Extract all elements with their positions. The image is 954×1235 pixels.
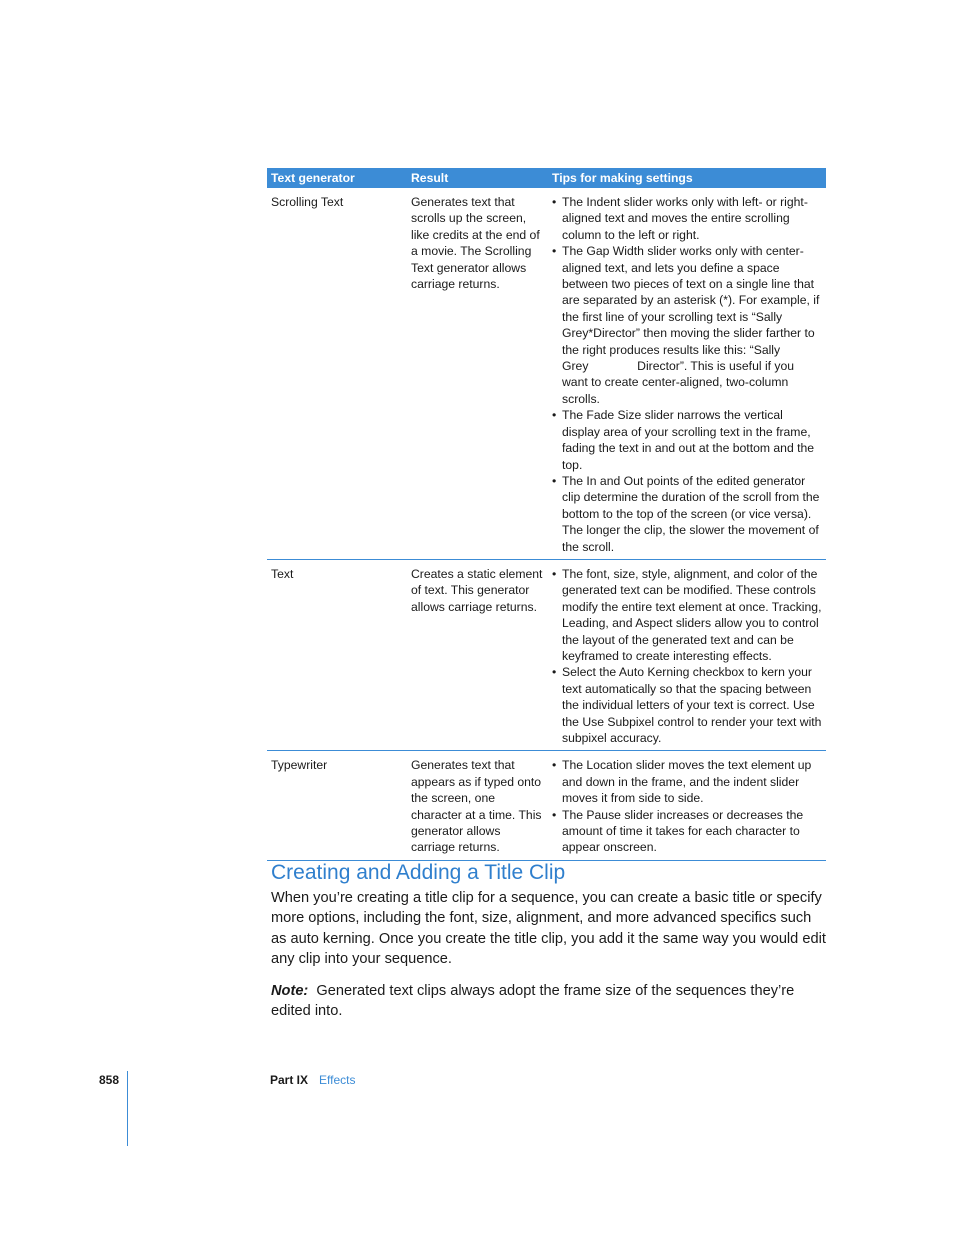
note-text: Generated text clips always adopt the frame size of the sequences they’re edited into. bbox=[271, 983, 795, 1020]
text-generator-table bbox=[267, 168, 826, 861]
generator-tips bbox=[548, 751, 826, 860]
table-row bbox=[267, 751, 826, 860]
tip-item: • Select the Auto Kerning checkbox to kern your text automatically so that the spacing between the individual letters of your text is correct. Use the Use Subpixel control to render your text with subpixel accuracy. bbox=[548, 664, 822, 746]
generator-result: Generates text that scrolls up the screen, like credits at the end of a movie. The Scrolling Text generator allows carriage returns. bbox=[407, 188, 548, 559]
generator-name: Scrolling Text bbox=[267, 188, 407, 559]
page-number: 858 bbox=[98, 1073, 119, 1087]
generator-name: Typewriter bbox=[267, 751, 407, 860]
tip-item: • The Location slider moves the text element up and down in the frame, and the indent slider moves it from side to side. bbox=[548, 757, 822, 806]
generator-name: Text bbox=[267, 559, 407, 750]
footer-section-link[interactable]: Effects bbox=[319, 1073, 356, 1087]
tip-item: • The font, size, style, alignment, and color of the generated text can be modified. These controls modify the entire text element at once. Tracking, Leading, and Aspect sliders allow you to control the layout of the generated text and can be keyframed to create interesting effects. bbox=[548, 566, 822, 664]
generator-result: Creates a static element of text. This generator allows carriage returns. bbox=[407, 559, 548, 750]
table-row bbox=[267, 559, 826, 750]
footer-divider bbox=[127, 1071, 128, 1146]
generator-tips bbox=[548, 188, 826, 559]
generator-tips bbox=[548, 559, 826, 750]
header-text-generator: Text generator bbox=[267, 168, 407, 188]
table-header-row bbox=[267, 168, 826, 188]
header-tips: Tips for making settings bbox=[548, 168, 826, 188]
generator-result: Generates text that appears as if typed onto the screen, one character at a time. This generator allows carriage returns. bbox=[407, 751, 548, 860]
table-row bbox=[267, 188, 826, 559]
header-result: Result bbox=[407, 168, 548, 188]
section-heading: Creating and Adding a Title Clip bbox=[271, 861, 566, 884]
section-paragraph: When you’re creating a title clip for a sequence, you can create a basic title or specify more options, including the font, size, alignment, and more advanced specifics such as auto kerning. Once you create the title clip, you add it the same way you would edit any clip into your sequence. bbox=[271, 890, 826, 968]
tip-item: • The Gap Width slider works only with center-aligned text, and lets you define a space between two pieces of text on a single line that are separated by an asterisk (*). For example, if the first line of your scrolling text is “Sally Grey*Director” then moving the slider farther to the right produces results like this: “Sally Grey Director”. This is useful if you want to create center-aligned, two-column scrolls. bbox=[548, 243, 822, 407]
tip-item: • The In and Out points of the edited generator clip determine the duration of the scroll from the bottom to the top of the screen (or vice versa). The longer the clip, the slower the movement of the scroll. bbox=[548, 473, 822, 555]
tip-item: • The Fade Size slider narrows the vertical display area of your scrolling text in the frame, fading the text in and out at the bottom and the top. bbox=[548, 407, 822, 473]
footer-part-label: Part IX bbox=[270, 1073, 309, 1087]
note-label: Note: bbox=[271, 983, 309, 999]
tip-item: • The Pause slider increases or decreases the amount of time it takes for each character to appear onscreen. bbox=[548, 807, 822, 856]
note-paragraph bbox=[271, 981, 826, 1022]
tip-item: • The Indent slider works only with left- or right-aligned text and moves the entire scrolling column to the left or right. bbox=[548, 194, 822, 243]
